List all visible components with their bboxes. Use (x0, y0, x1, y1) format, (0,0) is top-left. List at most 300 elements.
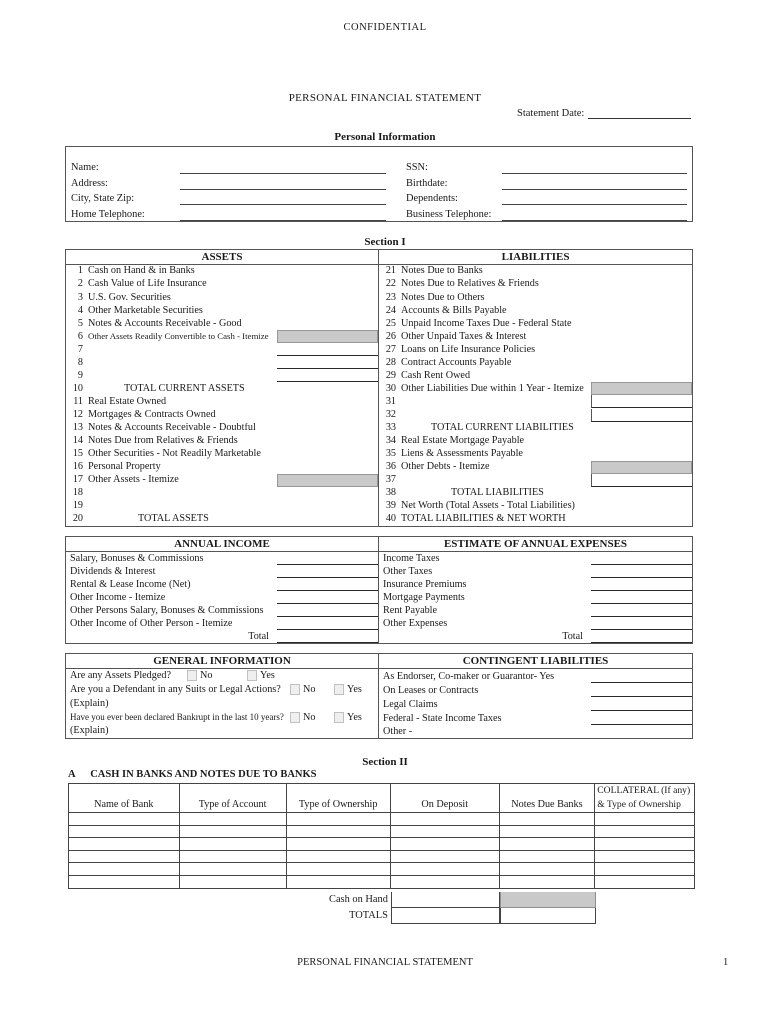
bank-table-header-row (69, 784, 694, 813)
row-label: Rent Payable (383, 605, 438, 616)
table-cell[interactable] (391, 876, 500, 889)
row-number: 2 (77, 278, 83, 290)
row-label: Notes Due from Relatives & Friends (88, 436, 238, 447)
row-label: Other Liabilities Due within 1 Year - Itemize (401, 383, 584, 394)
no-checkbox[interactable] (290, 712, 300, 723)
table-cell[interactable] (500, 863, 596, 875)
row-label: TOTAL LIABILITIES & NET WORTH (401, 514, 566, 525)
asset-row (66, 278, 378, 291)
collateral-line1: COLLATERAL (If any) (597, 785, 691, 796)
asset-row (66, 448, 378, 461)
table-cell[interactable] (391, 813, 500, 825)
general-information-column (66, 654, 379, 738)
itemize-line[interactable] (591, 409, 692, 422)
asset-row (66, 422, 378, 435)
itemize-line[interactable] (277, 344, 378, 356)
birthdate-field-line[interactable] (502, 176, 687, 190)
business-telephone-field-line[interactable] (502, 207, 687, 221)
asset-row (66, 513, 378, 526)
cash-on-hand-row (68, 892, 695, 908)
row-number: 12 (72, 408, 83, 420)
row-label: Real Estate Mortgage Payable (401, 436, 525, 447)
itemize-line[interactable] (277, 370, 378, 382)
table-cell[interactable] (69, 826, 180, 838)
ssn-field-line[interactable] (502, 160, 687, 174)
asset-row (66, 356, 378, 369)
question-row (66, 683, 378, 697)
table-row (69, 826, 694, 839)
row-label: TOTAL ASSETS (138, 514, 209, 525)
income-row (66, 552, 378, 565)
city-state-zip-field-line[interactable] (180, 191, 386, 205)
value-cell[interactable] (277, 317, 378, 330)
row-number: 27 (385, 343, 396, 355)
section2-subheading (68, 769, 317, 780)
explain-row (66, 725, 378, 739)
value-cell[interactable] (277, 435, 378, 448)
annual-income-column (66, 537, 379, 643)
asset-row (66, 382, 378, 395)
row-number: 17 (72, 474, 83, 486)
value-cell[interactable] (277, 382, 378, 395)
yes-checkbox[interactable] (334, 684, 344, 695)
row-label: Personal Property (88, 462, 161, 473)
row-number: 30 (385, 382, 396, 394)
shaded-itemize-cell[interactable] (591, 382, 692, 395)
row-number: 24 (385, 304, 396, 316)
table-cell[interactable] (180, 838, 287, 850)
row-label: Unpaid Income Taxes Due - Federal State (401, 318, 572, 329)
row-number: 16 (72, 461, 83, 473)
table-cell[interactable] (180, 826, 287, 838)
row-label: Rental & Lease Income (Net) (70, 579, 191, 590)
row-label: Contract Accounts Payable (401, 357, 512, 368)
section2-heading: Section II (362, 756, 408, 768)
row-label: On Leases or Contracts (383, 684, 479, 696)
table-cell[interactable] (69, 851, 180, 863)
table-cell[interactable] (391, 851, 500, 863)
expense-total-row (379, 630, 692, 643)
row-number: 19 (72, 500, 83, 512)
yes-checkbox[interactable] (247, 670, 257, 681)
address-field-line[interactable] (180, 176, 386, 190)
row-label: Other Assets Readily Convertible to Cash - Itemize (88, 332, 269, 342)
income-row (66, 617, 378, 630)
amount-line[interactable] (591, 566, 692, 578)
amount-line[interactable] (591, 671, 692, 683)
amount-line[interactable] (591, 713, 692, 725)
amount-line[interactable] (591, 699, 692, 711)
row-number: 35 (385, 448, 396, 460)
row-number: 5 (77, 317, 83, 329)
shaded-itemize-cell[interactable] (591, 461, 692, 474)
row-label: Other Debts - Itemize (401, 462, 490, 473)
row-number: 20 (72, 513, 83, 525)
statement-date-line[interactable] (588, 106, 691, 119)
row-label: Liens & Assessments Payable (401, 449, 523, 460)
field-row (71, 158, 386, 174)
total-line[interactable] (591, 631, 692, 643)
row-label: TOTAL CURRENT ASSETS (124, 383, 245, 394)
row-number: 15 (72, 448, 83, 460)
asset-row (66, 500, 378, 513)
row-label: Dividends & Interest (70, 566, 156, 577)
assets-table-header: ASSETS (66, 250, 378, 265)
table-cell[interactable] (180, 813, 287, 825)
row-label: Other - (383, 726, 413, 738)
itemize-line[interactable] (277, 357, 378, 369)
value-cell[interactable] (591, 278, 692, 291)
row-label: Other Persons Salary, Bonuses & Commissions (70, 605, 264, 616)
liability-row (379, 330, 692, 343)
total-line[interactable] (277, 631, 378, 643)
section1-table (65, 249, 693, 527)
table-row (69, 813, 694, 826)
row-number: 26 (385, 330, 396, 342)
row-number: 28 (385, 356, 396, 368)
row-number: 14 (72, 435, 83, 447)
row-label: U.S. Gov. Securities (88, 292, 171, 303)
liability-row (379, 500, 692, 513)
expense-row (379, 565, 692, 578)
value-cell[interactable] (277, 265, 378, 278)
expense-row (379, 552, 692, 565)
row-number: 1 (77, 265, 83, 277)
value-cell[interactable] (277, 461, 378, 474)
question-row (66, 711, 378, 725)
table-cell[interactable] (595, 813, 694, 825)
row-number: 25 (385, 317, 396, 329)
row-label: Other Taxes (383, 566, 433, 577)
asset-row (66, 330, 378, 343)
row-label: Loans on Life Insurance Policies (401, 344, 536, 355)
table-cell[interactable] (180, 863, 287, 875)
field-row (71, 205, 386, 221)
amount-line[interactable] (591, 618, 692, 630)
column-header: On Deposit (391, 784, 500, 812)
table-cell[interactable] (287, 826, 391, 838)
row-label: Other Unpaid Taxes & Interest (401, 331, 527, 342)
checkbox-label: Yes (260, 669, 275, 681)
table-cell[interactable] (287, 838, 391, 850)
expense-row (379, 591, 692, 604)
liabilities-table-header: LIABILITIES (379, 250, 692, 265)
contingent-row (379, 711, 692, 725)
table-cell[interactable] (595, 863, 694, 875)
row-label: Salary, Bonuses & Commissions (70, 553, 204, 564)
amount-line[interactable] (591, 605, 692, 617)
contingent-row (379, 683, 692, 697)
row-number: 21 (385, 265, 396, 277)
table-cell[interactable] (391, 838, 500, 850)
asset-row (66, 435, 378, 448)
statement-date-row (517, 106, 691, 119)
table-cell[interactable] (287, 863, 391, 875)
value-cell[interactable] (277, 422, 378, 435)
row-label: Notes Due to Relatives & Friends (401, 279, 539, 290)
row-label: Federal - State Income Taxes (383, 712, 502, 724)
no-checkbox[interactable] (187, 670, 197, 681)
table-cell[interactable] (500, 813, 596, 825)
value-cell[interactable] (277, 513, 378, 526)
value-cell[interactable] (591, 265, 692, 278)
amount-line[interactable] (591, 579, 692, 591)
field-row (406, 174, 687, 190)
asset-row (66, 461, 378, 474)
income-row (66, 604, 378, 617)
table-cell[interactable] (69, 863, 180, 875)
row-label: Notes Due to Banks (401, 266, 483, 277)
no-checkbox[interactable] (290, 684, 300, 695)
totals-row (68, 908, 695, 924)
liability-row (379, 265, 692, 278)
page-number: 1 (723, 957, 729, 968)
value-cell[interactable] (591, 435, 692, 448)
income-row (66, 591, 378, 604)
explain-row (66, 697, 378, 711)
total-label: Total (248, 631, 269, 642)
yes-checkbox[interactable] (334, 712, 344, 723)
table-cell[interactable] (391, 863, 500, 875)
row-number: 23 (385, 291, 396, 303)
document-title: PERSONAL FINANCIAL STATEMENT (288, 92, 482, 104)
amount-line[interactable] (277, 566, 378, 578)
column-header: Name of Bank (69, 784, 180, 812)
general-contingent-table (65, 653, 693, 739)
row-number: 29 (385, 369, 396, 381)
asset-row (66, 487, 378, 500)
liability-row (379, 409, 692, 422)
contingent-row (379, 725, 692, 739)
question-text: Are any Assets Pledged? (70, 670, 172, 681)
row-number: 33 (385, 421, 396, 433)
table-cell[interactable] (500, 876, 596, 889)
asset-row (66, 304, 378, 317)
table-row (69, 863, 694, 876)
table-cell[interactable] (287, 851, 391, 863)
column-header: Type of Ownership (287, 784, 391, 812)
row-label: Other Assets - Itemize (88, 475, 179, 486)
checkbox-label: No (303, 683, 316, 695)
row-number: 6 (77, 330, 83, 342)
row-label: Other Income of Other Person - Itemize (70, 618, 233, 629)
amount-line[interactable] (591, 553, 692, 565)
row-label: Cash Rent Owed (401, 370, 471, 381)
row-label: Other Expenses (383, 618, 448, 629)
row-number: 38 (385, 487, 396, 499)
name-field-line[interactable] (180, 160, 386, 174)
value-cell[interactable] (591, 317, 692, 330)
row-number: 39 (385, 500, 396, 512)
liability-row (379, 461, 692, 474)
value-cell[interactable] (277, 487, 378, 500)
checkbox-label: Yes (347, 711, 362, 723)
shaded-itemize-cell[interactable] (277, 330, 378, 343)
shaded-itemize-cell[interactable] (277, 474, 378, 487)
value-cell[interactable] (591, 422, 692, 435)
asset-row (66, 395, 378, 408)
confidential-banner: CONFIDENTIAL (343, 22, 427, 33)
row-label: Other Income - Itemize (70, 592, 166, 603)
value-cell[interactable] (277, 278, 378, 291)
personal-information-heading: Personal Information (334, 131, 436, 143)
row-label: Mortgages & Contracts Owned (88, 409, 216, 420)
amount-line[interactable] (277, 618, 378, 630)
row-number: 36 (385, 461, 396, 473)
value-cell[interactable] (277, 291, 378, 304)
value-cell[interactable] (277, 500, 378, 513)
field-row (71, 174, 386, 190)
value-cell[interactable] (277, 448, 378, 461)
collateral-line2: & Type of Ownership (597, 799, 681, 810)
value-cell[interactable] (591, 330, 692, 343)
field-label: City, State Zip: (71, 193, 135, 205)
dependents-field-line[interactable] (502, 191, 687, 205)
totals-deposit-cell[interactable] (391, 908, 500, 924)
amount-line[interactable] (277, 605, 378, 617)
liability-row (379, 278, 692, 291)
row-label: Real Estate Owned (88, 396, 167, 407)
field-row (406, 205, 687, 221)
row-number: 40 (385, 513, 396, 525)
amount-line[interactable] (277, 553, 378, 565)
annual-income-header: ANNUAL INCOME (66, 537, 378, 552)
table-cell[interactable] (180, 851, 287, 863)
row-label: Other Marketable Securities (88, 305, 203, 316)
table-cell[interactable] (69, 813, 180, 825)
liability-row (379, 474, 692, 487)
expense-row (379, 604, 692, 617)
field-row (406, 190, 687, 206)
field-label: Address: (71, 177, 108, 189)
row-label: Cash on Hand & in Banks (88, 266, 195, 277)
row-label: Mortgage Payments (383, 592, 465, 603)
table-cell[interactable] (287, 813, 391, 825)
question-text: Are you a Defendant in any Suits or Legal Actions? (70, 684, 281, 695)
table-cell[interactable] (287, 876, 391, 889)
expense-row (379, 578, 692, 591)
table-cell[interactable] (69, 838, 180, 850)
annual-expenses-header: ESTIMATE OF ANNUAL EXPENSES (379, 537, 692, 552)
field-label: Birthdate: (406, 177, 448, 189)
income-row (66, 565, 378, 578)
subheading-letter: A (68, 769, 76, 780)
table-cell[interactable] (595, 876, 694, 889)
table-cell[interactable] (595, 851, 694, 863)
amount-line[interactable] (591, 592, 692, 604)
asset-row (66, 369, 378, 382)
general-information-header: GENERAL INFORMATION (66, 654, 378, 669)
field-label: SSN: (406, 161, 428, 173)
value-cell[interactable] (277, 395, 378, 408)
table-cell[interactable] (500, 826, 596, 838)
table-cell[interactable] (595, 838, 694, 850)
asset-row (66, 474, 378, 487)
row-number: 11 (73, 395, 83, 407)
table-cell[interactable] (69, 876, 180, 889)
value-cell[interactable] (591, 291, 692, 304)
row-number: 32 (385, 408, 396, 420)
cash-on-hand-deposit-cell[interactable] (391, 892, 500, 908)
row-label: Net Worth (Total Assets - Total Liabilities) (401, 501, 575, 512)
subheading-title: CASH IN BANKS AND NOTES DUE TO BANKS (90, 769, 317, 780)
column-header: Notes Due Banks (500, 784, 596, 812)
row-label: Notes & Accounts Receivable - Doubtful (88, 422, 256, 433)
itemize-line[interactable] (591, 395, 692, 408)
personal-info-left-column (66, 158, 386, 221)
table-cell[interactable] (180, 876, 287, 889)
question-row (66, 669, 378, 683)
value-cell[interactable] (591, 448, 692, 461)
checkbox-label: No (303, 711, 316, 723)
column-header-collateral (595, 784, 694, 812)
value-cell[interactable] (591, 343, 692, 356)
value-cell[interactable] (277, 409, 378, 422)
value-cell[interactable] (591, 369, 692, 382)
row-label: Notes & Accounts Receivable - Good (88, 318, 242, 329)
amount-line[interactable] (277, 579, 378, 591)
income-total-row (66, 630, 378, 643)
row-label: Accounts & Bills Payable (401, 305, 507, 316)
field-row (406, 158, 687, 174)
row-label: TOTAL CURRENT LIABILITIES (431, 422, 574, 433)
home-telephone-field-line[interactable] (180, 207, 386, 221)
row-number: 7 (77, 343, 83, 355)
value-cell[interactable] (591, 487, 692, 500)
itemize-line[interactable] (591, 474, 692, 487)
row-number: 8 (77, 356, 83, 368)
row-label: Notes Due to Others (401, 292, 485, 303)
value-cell[interactable] (591, 356, 692, 369)
liability-row (379, 343, 692, 356)
table-cell[interactable] (391, 826, 500, 838)
field-label: Business Telephone: (406, 209, 492, 220)
row-label: TOTAL LIABILITIES (451, 488, 544, 499)
totals-notes-cell[interactable] (500, 908, 596, 924)
row-label: Insurance Premiums (383, 579, 467, 590)
table-cell[interactable] (595, 826, 694, 838)
amount-line[interactable] (591, 685, 692, 697)
checkbox-label: Yes (347, 683, 362, 695)
amount-line[interactable] (591, 726, 692, 738)
contingent-liabilities-column (379, 654, 692, 738)
liabilities-column (379, 250, 692, 526)
value-cell[interactable] (591, 500, 692, 513)
value-cell[interactable] (591, 513, 692, 526)
explain-label: (Explain) (70, 698, 109, 709)
statement-date-label: Statement Date: (517, 108, 585, 119)
liability-row (379, 317, 692, 330)
asset-row (66, 343, 378, 356)
column-header: Type of Account (180, 784, 287, 812)
row-label: Income Taxes (383, 553, 440, 564)
table-cell[interactable] (500, 838, 596, 850)
table-cell[interactable] (500, 851, 596, 863)
value-cell[interactable] (277, 304, 378, 317)
field-label: Name: (71, 161, 99, 173)
field-label: Dependents: (406, 193, 458, 205)
value-cell[interactable] (591, 304, 692, 317)
asset-row (66, 317, 378, 330)
cash-on-hand-shaded-cell[interactable] (500, 892, 596, 908)
contingent-liabilities-header: CONTINGENT LIABILITIES (379, 654, 692, 669)
cash-on-hand-label: Cash on Hand (329, 894, 388, 905)
amount-line[interactable] (277, 592, 378, 604)
asset-row (66, 291, 378, 304)
row-number: 22 (385, 278, 396, 290)
expense-row (379, 617, 692, 630)
contingent-row (379, 669, 692, 683)
